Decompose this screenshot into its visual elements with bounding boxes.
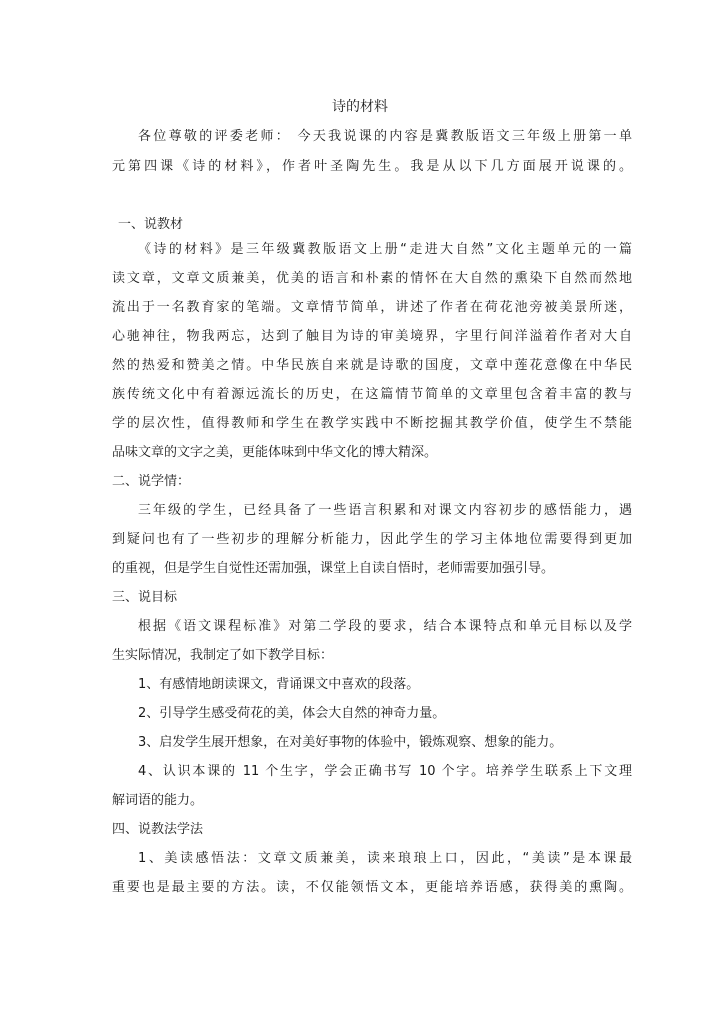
section1-line-8: 品味文章的文字之美，更能体味到中华文化的博大精深。 [112, 445, 438, 460]
doc-title: 诗的材料 [332, 99, 388, 115]
goal-2: 2、引导学生感受荷花的美，体会大自然的神奇力量。 [138, 706, 446, 721]
section1-heading: 一、说教材 [118, 217, 184, 232]
section4-line-1: 1、美读感悟法：文章文质兼美，读来琅琅上口，因此，“美读”是本课最 [138, 851, 632, 866]
section3-line-2: 生实际情况，我制定了如下教学目标： [112, 648, 334, 663]
section2-line-3: 的重视，但是学生自觉性还需加强，课堂上自读自悟时，老师需要加强引导。 [112, 561, 555, 576]
section1-line-7: 学的层次性，值得教师和学生在教学实践中不断挖掘其教学价值，使学生不禁能 [112, 416, 632, 431]
section1-line-4: 心驰神往，物我两忘，达到了触目为诗的审美境界，字里行间洋溢着作者对大自 [112, 329, 632, 344]
intro-line-1: 各位尊敬的评委老师： 今天我说课的内容是冀教版语文三年级上册第一单 [138, 129, 632, 144]
section1-line-1: 《诗的材料》是三年级冀教版语文上册“走进大自然”文化主题单元的一篇 [138, 242, 632, 257]
section1-line-5: 然的热爱和赞美之情。中华民族自来就是诗歌的国度，文章中莲花意像在中华民 [112, 358, 632, 373]
section1-line-2: 读文章，文章文质兼美，优美的语言和朴素的情怀在大自然的熏染下自然而然地 [112, 271, 632, 286]
goal-4: 4、认识本课的 11 个生字，学会正确书写 10 个字。培养学生联系上下文理 [138, 764, 632, 779]
section3-heading: 三、说目标 [112, 590, 178, 605]
section2-heading: 二、说学情： [112, 474, 191, 489]
section4-line-2: 重要也是最主要的方法。读，不仅能领悟文本，更能培养语感，获得美的熏陶。 [112, 880, 632, 895]
section1-line-3: 流出于一名教育家的笔端。文章情节简单，讲述了作者在荷花池旁被美景所迷， [112, 300, 632, 315]
goal-1: 1、有感情地朗读课文，背诵课文中喜欢的段落。 [138, 677, 420, 692]
goal-3: 3、启发学生展开想象，在对美好事物的体验中，锻炼观察、想象的能力。 [138, 735, 563, 750]
goal-4-cont: 解词语的能力。 [112, 793, 204, 808]
section4-heading: 四、说教法学法 [112, 822, 204, 837]
section3-line-1: 根据《语文课程标准》对第二学段的要求，结合本课特点和单元目标以及学 [138, 619, 632, 634]
section2-line-2: 到疑问也有了一些初步的理解分析能力，因此学生的学习主体地位需要得到更加 [112, 532, 632, 547]
section1-line-6: 族传统文化中有着源远流长的历史，在这篇情节简单的文章里包含着丰富的教与 [112, 387, 632, 402]
section2-line-1: 三年级的学生，已经具备了一些语言积累和对课文内容初步的感悟能力，遇 [138, 503, 632, 518]
intro-line-2: 元第四课《诗的材料》，作者叶圣陶先生。我是从以下几方面展开说课的。 [112, 159, 632, 174]
